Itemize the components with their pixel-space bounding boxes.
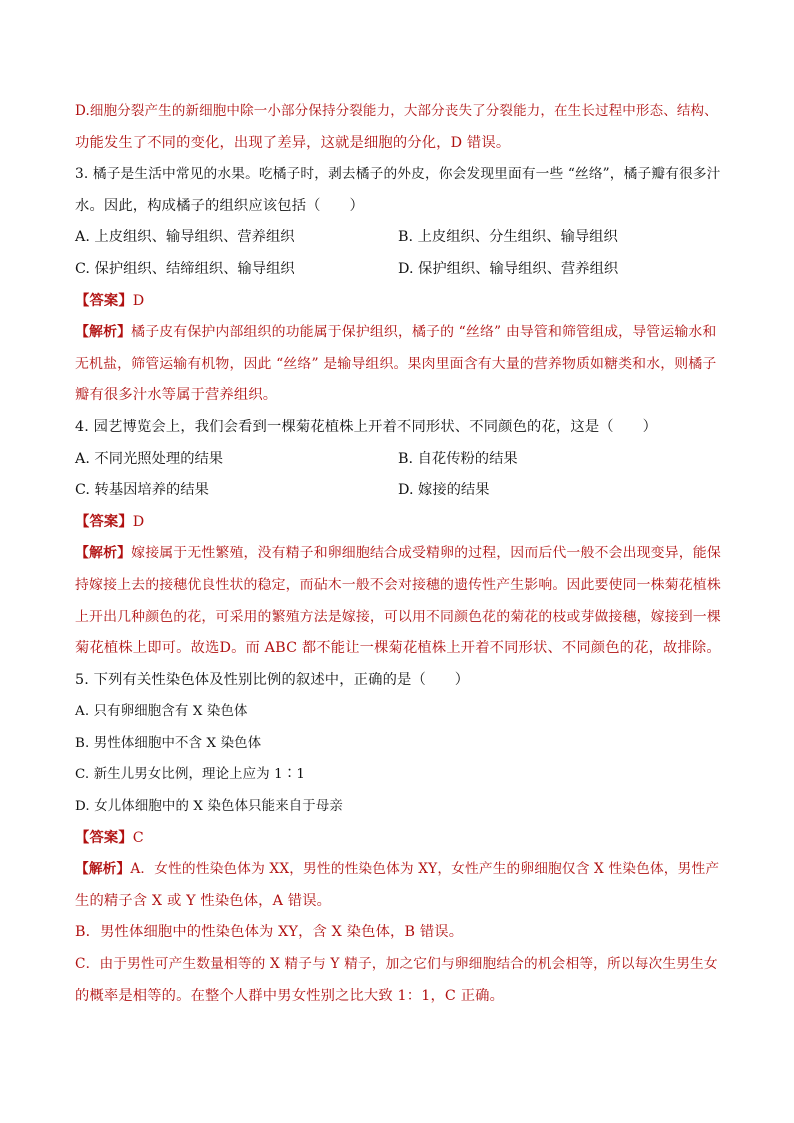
question-3-option-c: C. 保护组织、结缔组织、输导组织 (75, 260, 295, 277)
analysis-tag: 【解析】 (75, 861, 131, 878)
prev-analysis-line-1: D.细胞分裂产生的新细胞中除一小部分保持分裂能力，大部分丧失了分裂能力，在生长过程中形态、结构、 (75, 103, 718, 119)
question-3-option-d: D. 保护组织、输导组织、营养组织 (398, 260, 619, 277)
question-3-analysis-line-2: 无机盐，筛管运输有机物，因此 “丝络” 是输导组织。果肉里面含有大量的营养物质如糖类和水，则橘子 (75, 355, 717, 372)
question-3-analysis-line-3: 瓣有很多汁水等属于营养组织。 (75, 387, 278, 404)
question-4-options-row-2 (75, 475, 725, 507)
question-5-analysis-line-2: 生的精子含 X 或 Y 性染色体，A 错误。 (75, 892, 332, 909)
answer-value: C (132, 829, 144, 846)
question-3-analysis-line-1 (75, 317, 725, 349)
question-5-option-c: C. 新生儿男女比例，理论上应为 1∶1 (75, 767, 306, 783)
question-5-stem-line-1: 5. 下列有关性染色体及性别比例的叙述中，正确的是（ ） (75, 671, 470, 688)
question-4-analysis-line-4: 菊花植株上即可。故选D。而 ABC 都不能让一棵菊花植株上开着不同形状、不同颜色的花，故排除。 (75, 640, 721, 657)
question-3-option-b: B. 上皮组织、分生组织、输导组织 (398, 229, 618, 246)
analysis-text: 橘子皮有保护内部组织的功能属于保护组织，橘子的 “丝络” 由导管和筛管组成，导管运输水和 (131, 324, 717, 341)
question-5-analysis-line-1 (75, 854, 725, 886)
question-3-answer (75, 286, 725, 318)
answer-tag: 【答案】 (75, 292, 133, 309)
answer-value: D (132, 513, 145, 530)
question-5-analysis-line-3: B．男性体细胞中的性染色体为 XY，含 X 染色体，B 错误。 (75, 924, 464, 941)
analysis-text: 嫁接属于无性繁殖，没有精子和卵细胞结合成受精卵的过程，因而后代一般不会出现变异，能保 (131, 545, 721, 562)
question-4-analysis-line-1 (75, 538, 725, 570)
question-4-options-row-1 (75, 444, 725, 476)
question-4-analysis-line-3: 上开出几种颜色的花，可采用的繁殖方法是嫁接，可以用不同颜色花的菊花的枝或芽做接穗，嫁接到一棵 (75, 608, 721, 625)
question-5-option-b: B. 男性体细胞中不含 X 染色体 (75, 735, 262, 751)
analysis-text: A．女性的性染色体为 XX，男性的性染色体为 XY，女性产生的卵细胞仅含 X 性染色体，男性产 (130, 861, 720, 878)
question-5-answer (75, 823, 725, 855)
document-page (75, 96, 725, 1012)
question-4-option-c: C. 转基因培养的结果 (75, 482, 209, 499)
question-4-option-d: D. 嫁接的结果 (398, 482, 490, 499)
question-5-analysis-line-5: 的概率是相等的。在整个人群中男女性别之比大致 1：1，C 正确。 (75, 987, 505, 1004)
question-5-option-d: D. 女儿体细胞中的 X 染色体只能来自于母亲 (75, 799, 343, 815)
question-3-options-row-1 (75, 222, 725, 254)
question-4-option-a: A. 不同光照处理的结果 (75, 450, 224, 467)
question-3-stem-line-1: 3. 橘子是生活中常见的水果。吃橘子时，剥去橘子的外皮，你会发现里面有一些 “丝络”，橘子瓣有很多汁 (75, 166, 721, 183)
question-4-answer (75, 507, 725, 539)
question-4-analysis-line-2: 持嫁接上去的接穗优良性状的稳定，而砧木一般不会对接穗的遗传性产生影响。因此要使同一株菊花植株 (75, 576, 721, 593)
answer-tag: 【答案】 (75, 829, 133, 846)
answer-tag: 【答案】 (75, 513, 133, 530)
analysis-tag: 【解析】 (75, 545, 132, 562)
question-5-option-a: A. 只有卵细胞含有 X 染色体 (75, 704, 248, 720)
question-3-option-a: A. 上皮组织、输导组织、营养组织 (75, 229, 295, 246)
question-4-stem-line-1: 4. 园艺博览会上，我们会看到一棵菊花植株上开着不同形状、不同颜色的花，这是（ ） (75, 418, 658, 435)
analysis-tag: 【解析】 (75, 324, 132, 341)
question-5-analysis-line-4: C．由于男性可产生数量相等的 X 精子与 Y 精子，加之它们与卵细胞结合的机会相等，所以每次生男生女 (75, 956, 718, 973)
question-3-stem-line-2: 水。因此，构成橘子的组织应该包括（ ） (75, 197, 364, 214)
answer-value: D (132, 292, 145, 309)
question-4-option-b: B. 自花传粉的结果 (398, 450, 518, 467)
question-3-options-row-2 (75, 254, 725, 286)
prev-analysis-line-2: 功能发生了不同的变化，出现了差异，这就是细胞的分化，D 错误。 (75, 134, 511, 151)
